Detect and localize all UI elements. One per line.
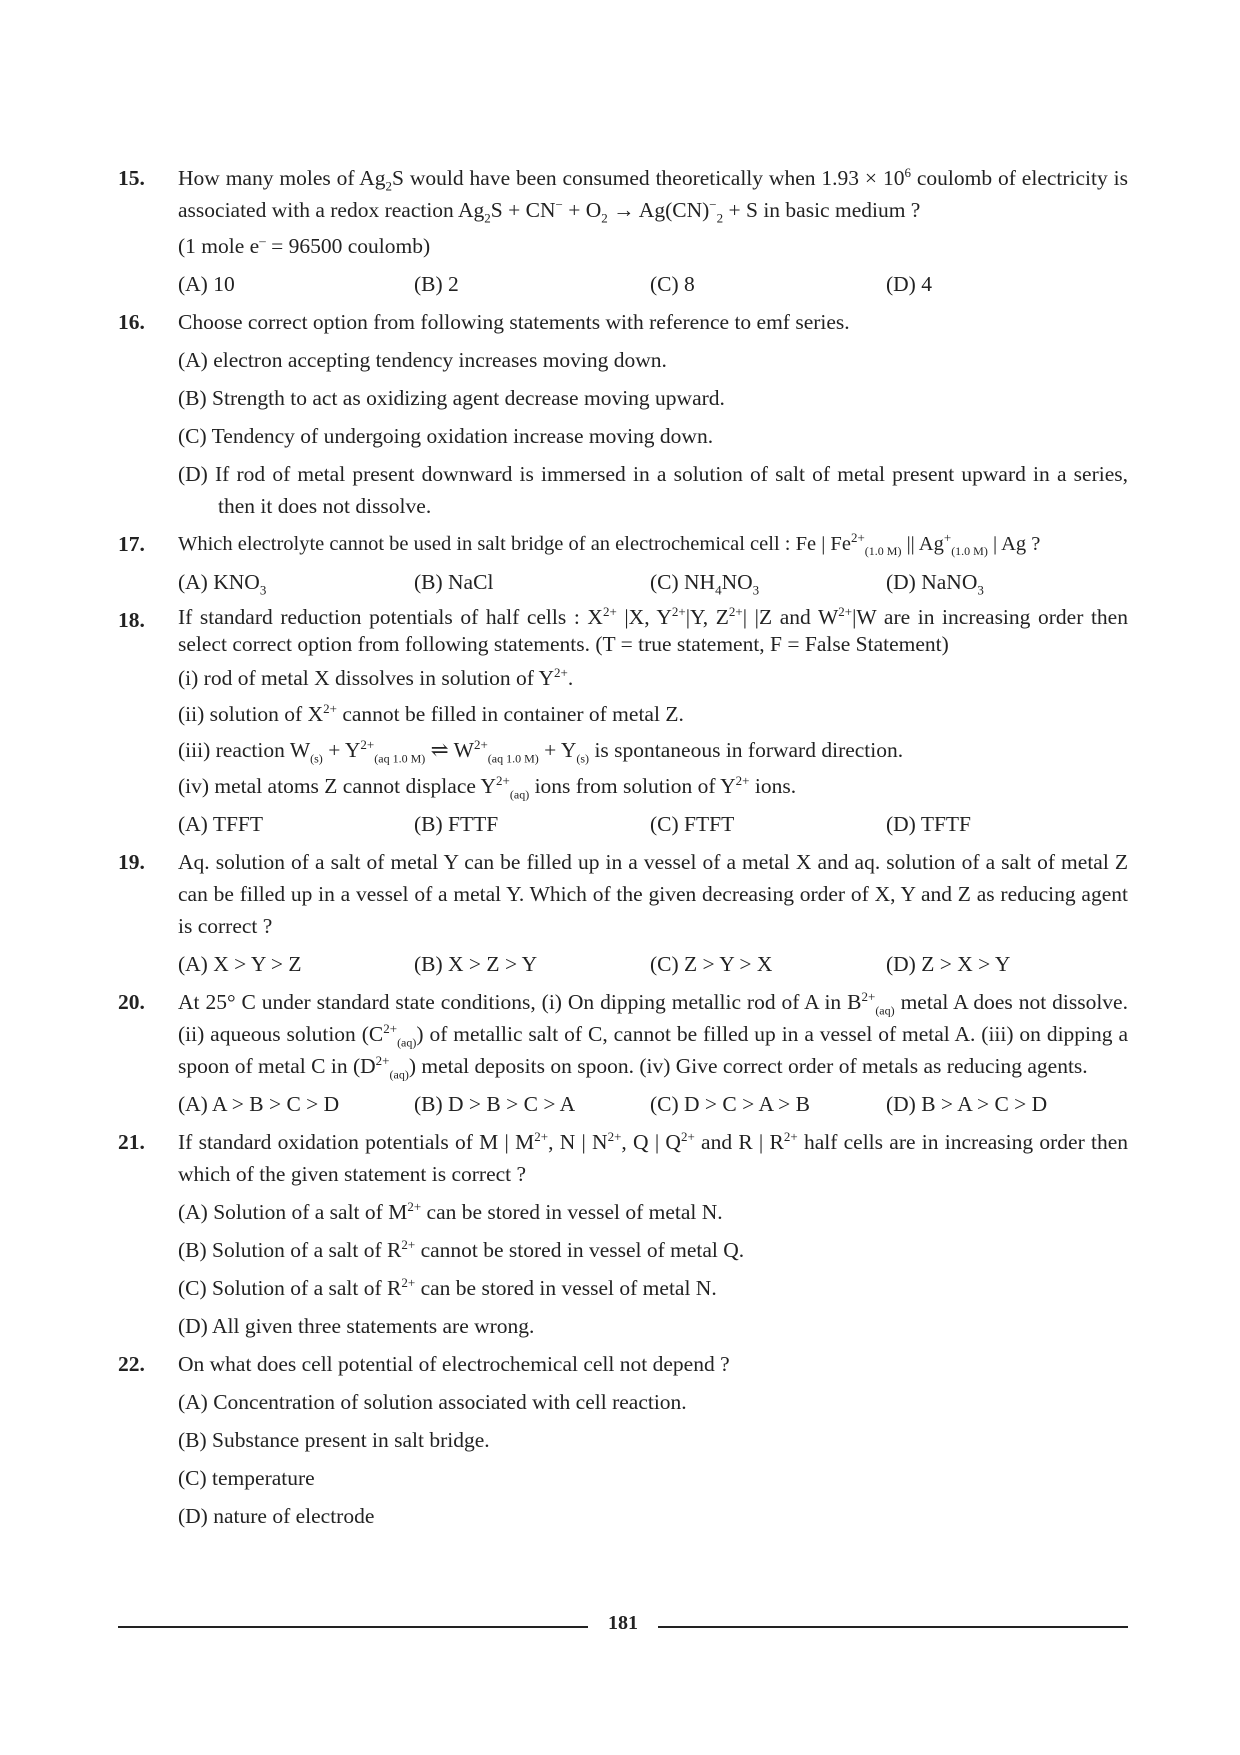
option-d[interactable]: (D) B > A > C > D — [886, 1092, 1048, 1116]
option-a[interactable]: (A) 10 — [178, 272, 235, 296]
option-a[interactable]: (A) X > Y > Z — [178, 952, 302, 976]
question-text: Which electrolyte cannot be used in salt bridge of an electrochemical cell : Fe | $Fe^{2+}_{(1.0 M)}$ || $Ag^+_{(1.0 M)}$ | Ag ? — [178, 530, 1041, 559]
option-a[interactable]: (A) A > B > C > D — [178, 1092, 340, 1116]
question-number: 21. — [118, 1130, 145, 1154]
question-list — [118, 162, 1128, 1538]
question-19 — [118, 846, 1128, 980]
statement-iii: (iii) reaction $W_{(s)} + Y^{2+}_{(aq 1.0 M)}$ ⇌ $W^{2+}_{(aq 1.0 M)} + Y_{(s)}$ is spontaneous in forward direction. — [178, 736, 904, 766]
answer-options — [178, 268, 1128, 300]
option-c[interactable]: (C) Solution of a salt of $R^{2+}$ can be stored in vessel of metal N. — [178, 1274, 717, 1300]
option-c[interactable]: (C) Z > Y > X — [650, 952, 773, 976]
option-c[interactable]: (C) 8 — [650, 272, 695, 296]
option-d[interactable]: (D) If rod of metal present downward is immersed in a solution of salt of metal present upward in a series, then it does not dissolve. — [178, 462, 1128, 518]
statement-ii: (ii) solution of $X^{2+}$ cannot be filled in container of metal Z. — [178, 700, 684, 726]
option-b[interactable]: (B) Solution of a salt of $R^{2+}$ cannot be stored in vessel of metal Q. — [178, 1236, 745, 1262]
option-a[interactable]: (A) Concentration of solution associated with cell reaction. — [178, 1390, 687, 1414]
option-a[interactable]: (A) Solution of a salt of $M^{2+}$ can be stored in vessel of metal N. — [178, 1198, 723, 1224]
footer-rule-right — [658, 1626, 1128, 1628]
question-21 — [118, 1126, 1128, 1342]
statement-i: (i) rod of metal X dissolves in solution of $Y^{2+}$. — [178, 664, 574, 690]
question-text: If standard oxidation potentials of M | $M^{2+}$, N | $N^{2+}$, Q | $Q^{2+}$ and R | $R^{2+}$ half cells are in increasing order then which of the given statement is correct ? — [178, 1128, 1129, 1186]
option-a[interactable]: (A) TFFT — [178, 812, 264, 836]
option-d[interactable]: (D) Z > X > Y — [886, 952, 1011, 976]
option-a[interactable]: (A) $KNO_3$ — [178, 570, 267, 598]
question-text: On what does cell potential of electrochemical cell not depend ? — [178, 1352, 730, 1376]
option-b[interactable]: (B) X > Z > Y — [414, 952, 538, 976]
page-number: 181 — [608, 1612, 638, 1634]
question-text: Choose correct option from following statements with reference to emf series. — [178, 310, 850, 334]
answer-options — [178, 948, 1128, 980]
option-d[interactable]: (D) 4 — [886, 272, 932, 296]
option-d[interactable]: (D) TFTF — [886, 812, 972, 836]
option-b[interactable]: (B) FTTF — [414, 812, 499, 836]
question-18 — [118, 604, 1128, 840]
answer-options — [178, 808, 1128, 840]
option-c[interactable]: (C) temperature — [178, 1466, 315, 1490]
question-number: 22. — [118, 1352, 145, 1376]
answer-options — [178, 1088, 1128, 1120]
option-b[interactable]: (B) Substance present in salt bridge. — [178, 1428, 490, 1452]
question-number: 17. — [118, 532, 145, 556]
question-text: Aq. solution of a salt of metal Y can be filled up in a vessel of a metal X and aq. solution of a salt of metal Z can be filled up in a vessel of a metal Y. Which of the given decreasing order of X, Y and Z as reducing agent is correct ? — [178, 850, 1128, 938]
option-a[interactable]: (A) electron accepting tendency increases moving down. — [178, 348, 667, 372]
option-b[interactable]: (B) D > B > C > A — [414, 1092, 576, 1116]
question-number: 15. — [118, 166, 145, 190]
option-d[interactable]: (D) All given three statements are wrong. — [178, 1314, 535, 1338]
question-text: How many moles of $Ag_2S$ would have been consumed theoretically when $1.93 \times 10^6$ coulomb of electricity is associated with a redox reaction $Ag_2S + CN^- + O_2 \to Ag(CN)^-_2 + S$ in basic medium ? — [178, 164, 1128, 226]
option-b[interactable]: (B) Strength to act as oxidizing agent decrease moving upward. — [178, 386, 725, 410]
question-22 — [118, 1348, 1128, 1532]
question-note: (1 mole e– = 96500 coulomb) — [178, 232, 431, 258]
question-number: 19. — [118, 850, 145, 874]
option-c[interactable]: (C) D > C > A > B — [650, 1092, 811, 1116]
question-number: 18. — [118, 608, 145, 632]
option-c[interactable]: (C) FTFT — [650, 812, 735, 836]
page-footer — [118, 1612, 1128, 1644]
option-d[interactable]: (D) NaNO$_3$ — [886, 570, 984, 598]
option-b[interactable]: (B) NaCl — [414, 570, 494, 594]
question-text: If standard reduction potentials of half cells : $X^{2+}$ |X, $Y^{2+}|Y$, $Z^{2+}|$ |Z and $W^{2+}|W$ are in increasing order then select correct option from following statements. (T = true statement, F = False Statement) — [178, 603, 1128, 656]
question-text: At 25° C under standard state conditions, (i) On dipping metallic rod of A in $B^{2+}_{(aq)}$ metal A does not dissolve. (ii) aqueous solution $(C^{2+}_{(aq)})$ of metallic salt of C, cannot be filled up in a vessel of metal A. (iii) on dipping a spoon of metal C in $(D^{2+}_{(aq)})$ metal deposits on spoon. (iv) Give correct order of metals as reducing agents. — [178, 988, 1128, 1082]
footer-rule-left — [118, 1626, 588, 1628]
option-b[interactable]: (B) 2 — [414, 272, 459, 296]
statement-iv: (iv) metal atoms Z cannot displace $Y^{2+}_{(aq)}$ ions from solution of $Y^{2+}$ ions. — [178, 772, 797, 802]
answer-options — [178, 566, 1128, 598]
question-17 — [118, 528, 1128, 598]
question-20 — [118, 986, 1128, 1120]
question-number: 20. — [118, 990, 145, 1014]
option-c[interactable]: (C) $NH_4NO_3$ — [650, 570, 760, 598]
question-16 — [118, 306, 1128, 522]
option-c[interactable]: (C) Tendency of undergoing oxidation increase moving down. — [178, 424, 714, 448]
option-d[interactable]: (D) nature of electrode — [178, 1504, 375, 1528]
question-15 — [118, 162, 1128, 300]
question-number: 16. — [118, 310, 145, 334]
